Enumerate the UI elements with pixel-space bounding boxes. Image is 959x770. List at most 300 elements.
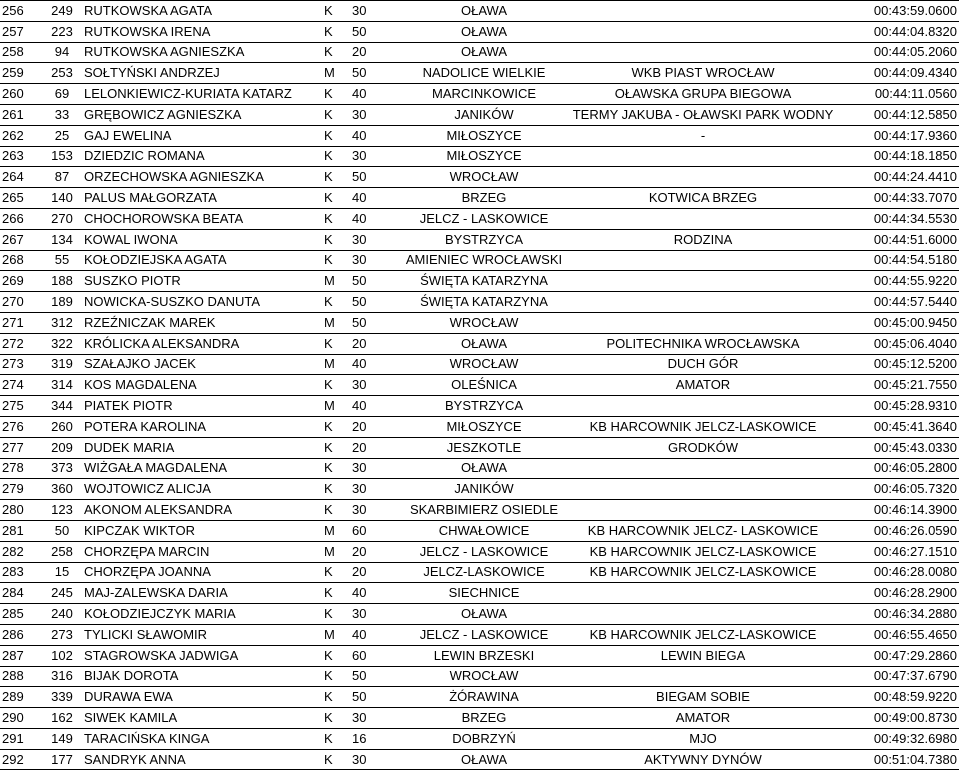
cell-age-category: 50 xyxy=(346,292,402,313)
cell-town: BYSTRZYCA xyxy=(402,396,566,417)
cell-town: MARCINKOWICE xyxy=(402,84,566,105)
table-row xyxy=(0,728,959,749)
cell-finish-time: 00:46:14.3900 xyxy=(840,500,959,521)
cell-bib-number: 270 xyxy=(42,208,82,229)
cell-town: OŁAWA xyxy=(402,21,566,42)
cell-finish-time: 00:44:57.5440 xyxy=(840,292,959,313)
cell-town: SIECHNICE xyxy=(402,583,566,604)
cell-age-category: 40 xyxy=(346,188,402,209)
cell-town: JESZKOTLE xyxy=(402,437,566,458)
cell-bib-number: 339 xyxy=(42,687,82,708)
cell-runner-name: KOŁODZIEJCZYK MARIA xyxy=(82,604,322,625)
cell-age-category: 30 xyxy=(346,500,402,521)
cell-place: 264 xyxy=(0,167,42,188)
cell-town: JANIKÓW xyxy=(402,479,566,500)
cell-town: OŁAWA xyxy=(402,749,566,770)
cell-club: POLITECHNIKA WROCŁAWSKA xyxy=(566,333,840,354)
cell-town: WROCŁAW xyxy=(402,354,566,375)
cell-sex: K xyxy=(322,583,346,604)
cell-club: AKTYWNY DYNÓW xyxy=(566,749,840,770)
cell-club: KB HARCOWNIK JELCZ-LASKOWICE xyxy=(566,562,840,583)
cell-runner-name: RUTKOWSKA AGATA xyxy=(82,1,322,22)
cell-club xyxy=(566,167,840,188)
cell-finish-time: 00:46:26.0590 xyxy=(840,520,959,541)
cell-club: KOTWICA BRZEG xyxy=(566,188,840,209)
cell-bib-number: 149 xyxy=(42,728,82,749)
cell-age-category: 30 xyxy=(346,749,402,770)
cell-age-category: 40 xyxy=(346,125,402,146)
cell-town: BRZEG xyxy=(402,708,566,729)
cell-bib-number: 153 xyxy=(42,146,82,167)
cell-runner-name: TYLICKI SŁAWOMIR xyxy=(82,624,322,645)
cell-town: ŻÓRAWINA xyxy=(402,687,566,708)
cell-finish-time: 00:44:54.5180 xyxy=(840,250,959,271)
cell-age-category: 30 xyxy=(346,250,402,271)
cell-finish-time: 00:44:18.1850 xyxy=(840,146,959,167)
cell-sex: K xyxy=(322,604,346,625)
cell-club: MJO xyxy=(566,728,840,749)
cell-town: JELCZ - LASKOWICE xyxy=(402,624,566,645)
table-row xyxy=(0,21,959,42)
cell-place: 272 xyxy=(0,333,42,354)
cell-place: 269 xyxy=(0,271,42,292)
cell-age-category: 30 xyxy=(346,604,402,625)
table-row xyxy=(0,375,959,396)
cell-runner-name: WIŻGAŁA MAGDALENA xyxy=(82,458,322,479)
cell-place: 259 xyxy=(0,63,42,84)
cell-finish-time: 00:49:32.6980 xyxy=(840,728,959,749)
table-row xyxy=(0,645,959,666)
table-row xyxy=(0,42,959,63)
cell-runner-name: SZAŁAJKO JACEK xyxy=(82,354,322,375)
cell-finish-time: 00:46:55.4650 xyxy=(840,624,959,645)
cell-bib-number: 322 xyxy=(42,333,82,354)
cell-bib-number: 189 xyxy=(42,292,82,313)
cell-place: 261 xyxy=(0,104,42,125)
cell-sex: K xyxy=(322,500,346,521)
cell-runner-name: PALUS MAŁGORZATA xyxy=(82,188,322,209)
cell-place: 276 xyxy=(0,416,42,437)
cell-bib-number: 360 xyxy=(42,479,82,500)
cell-town: BYSTRZYCA xyxy=(402,229,566,250)
table-row xyxy=(0,1,959,22)
table-row xyxy=(0,666,959,687)
cell-runner-name: GAJ EWELINA xyxy=(82,125,322,146)
cell-age-category: 20 xyxy=(346,437,402,458)
cell-sex: M xyxy=(322,271,346,292)
cell-runner-name: SUSZKO PIOTR xyxy=(82,271,322,292)
cell-club xyxy=(566,21,840,42)
cell-finish-time: 00:44:12.5850 xyxy=(840,104,959,125)
cell-sex: K xyxy=(322,125,346,146)
cell-age-category: 30 xyxy=(346,146,402,167)
cell-sex: K xyxy=(322,104,346,125)
cell-club: - xyxy=(566,125,840,146)
cell-sex: M xyxy=(322,541,346,562)
cell-bib-number: 209 xyxy=(42,437,82,458)
cell-club xyxy=(566,1,840,22)
cell-finish-time: 00:44:09.4340 xyxy=(840,63,959,84)
cell-sex: K xyxy=(322,687,346,708)
cell-bib-number: 373 xyxy=(42,458,82,479)
cell-runner-name: RUTKOWSKA IRENA xyxy=(82,21,322,42)
cell-town: JELCZ-LASKOWICE xyxy=(402,562,566,583)
table-row xyxy=(0,562,959,583)
cell-runner-name: POTERA KAROLINA xyxy=(82,416,322,437)
cell-age-category: 20 xyxy=(346,42,402,63)
cell-club xyxy=(566,250,840,271)
cell-bib-number: 245 xyxy=(42,583,82,604)
cell-club xyxy=(566,42,840,63)
cell-age-category: 50 xyxy=(346,63,402,84)
cell-place: 291 xyxy=(0,728,42,749)
cell-sex: K xyxy=(322,708,346,729)
cell-club: OŁAWSKA GRUPA BIEGOWA xyxy=(566,84,840,105)
table-row xyxy=(0,500,959,521)
cell-place: 263 xyxy=(0,146,42,167)
cell-age-category: 50 xyxy=(346,312,402,333)
cell-place: 274 xyxy=(0,375,42,396)
table-row xyxy=(0,541,959,562)
cell-place: 273 xyxy=(0,354,42,375)
cell-sex: K xyxy=(322,479,346,500)
cell-finish-time: 00:46:05.7320 xyxy=(840,479,959,500)
cell-town: CHWAŁOWICE xyxy=(402,520,566,541)
cell-age-category: 20 xyxy=(346,333,402,354)
cell-age-category: 60 xyxy=(346,520,402,541)
cell-age-category: 40 xyxy=(346,624,402,645)
cell-sex: K xyxy=(322,208,346,229)
cell-age-category: 16 xyxy=(346,728,402,749)
cell-bib-number: 319 xyxy=(42,354,82,375)
table-row xyxy=(0,312,959,333)
cell-age-category: 40 xyxy=(346,354,402,375)
table-row xyxy=(0,104,959,125)
cell-town: MIŁOSZYCE xyxy=(402,146,566,167)
cell-runner-name: KOŁODZIEJSKA AGATA xyxy=(82,250,322,271)
cell-place: 268 xyxy=(0,250,42,271)
cell-club: GRODKÓW xyxy=(566,437,840,458)
cell-bib-number: 134 xyxy=(42,229,82,250)
cell-sex: M xyxy=(322,396,346,417)
cell-age-category: 40 xyxy=(346,583,402,604)
cell-runner-name: KOWAL IWONA xyxy=(82,229,322,250)
cell-place: 260 xyxy=(0,84,42,105)
cell-place: 258 xyxy=(0,42,42,63)
table-row xyxy=(0,520,959,541)
table-row xyxy=(0,749,959,770)
cell-runner-name: SIWEK KAMILA xyxy=(82,708,322,729)
cell-club: KB HARCOWNIK JELCZ- LASKOWICE xyxy=(566,520,840,541)
cell-finish-time: 00:45:12.5200 xyxy=(840,354,959,375)
cell-finish-time: 00:45:00.9450 xyxy=(840,312,959,333)
cell-bib-number: 312 xyxy=(42,312,82,333)
cell-finish-time: 00:44:24.4410 xyxy=(840,167,959,188)
cell-age-category: 20 xyxy=(346,416,402,437)
cell-sex: K xyxy=(322,749,346,770)
cell-club xyxy=(566,604,840,625)
cell-town: AMIENIEC WROCŁAWSKI xyxy=(402,250,566,271)
table-row xyxy=(0,250,959,271)
cell-runner-name: STAGROWSKA JADWIGA xyxy=(82,645,322,666)
cell-finish-time: 00:46:28.2900 xyxy=(840,583,959,604)
cell-town: LEWIN BRZESKI xyxy=(402,645,566,666)
cell-place: 284 xyxy=(0,583,42,604)
table-row xyxy=(0,624,959,645)
cell-place: 286 xyxy=(0,624,42,645)
cell-age-category: 30 xyxy=(346,104,402,125)
table-row xyxy=(0,125,959,146)
cell-bib-number: 316 xyxy=(42,666,82,687)
cell-bib-number: 87 xyxy=(42,167,82,188)
cell-place: 285 xyxy=(0,604,42,625)
table-row xyxy=(0,416,959,437)
cell-runner-name: RZEŹNICZAK MAREK xyxy=(82,312,322,333)
cell-bib-number: 260 xyxy=(42,416,82,437)
cell-place: 283 xyxy=(0,562,42,583)
cell-town: JELCZ - LASKOWICE xyxy=(402,541,566,562)
cell-town: BRZEG xyxy=(402,188,566,209)
table-row xyxy=(0,292,959,313)
cell-club: WKB PIAST WROCŁAW xyxy=(566,63,840,84)
cell-bib-number: 94 xyxy=(42,42,82,63)
cell-town: WROCŁAW xyxy=(402,666,566,687)
table-row xyxy=(0,708,959,729)
cell-bib-number: 123 xyxy=(42,500,82,521)
cell-place: 275 xyxy=(0,396,42,417)
cell-town: OŁAWA xyxy=(402,42,566,63)
cell-age-category: 30 xyxy=(346,375,402,396)
cell-place: 290 xyxy=(0,708,42,729)
cell-sex: K xyxy=(322,146,346,167)
cell-bib-number: 69 xyxy=(42,84,82,105)
cell-sex: K xyxy=(322,437,346,458)
cell-finish-time: 00:44:11.0560 xyxy=(840,84,959,105)
cell-place: 282 xyxy=(0,541,42,562)
cell-club: AMATOR xyxy=(566,708,840,729)
cell-bib-number: 162 xyxy=(42,708,82,729)
cell-finish-time: 00:45:21.7550 xyxy=(840,375,959,396)
cell-runner-name: KIPCZAK WIKTOR xyxy=(82,520,322,541)
table-row xyxy=(0,583,959,604)
cell-bib-number: 258 xyxy=(42,541,82,562)
cell-age-category: 20 xyxy=(346,541,402,562)
cell-club: DUCH GÓR xyxy=(566,354,840,375)
table-row xyxy=(0,229,959,250)
cell-runner-name: KRÓLICKA ALEKSANDRA xyxy=(82,333,322,354)
cell-bib-number: 50 xyxy=(42,520,82,541)
cell-bib-number: 314 xyxy=(42,375,82,396)
cell-club xyxy=(566,500,840,521)
cell-finish-time: 00:51:04.7380 xyxy=(840,749,959,770)
table-row xyxy=(0,396,959,417)
cell-finish-time: 00:43:59.0600 xyxy=(840,1,959,22)
table-row xyxy=(0,604,959,625)
cell-club: AMATOR xyxy=(566,375,840,396)
cell-town: OŁAWA xyxy=(402,333,566,354)
cell-age-category: 30 xyxy=(346,708,402,729)
cell-sex: K xyxy=(322,562,346,583)
cell-town: SKARBIMIERZ OSIEDLE xyxy=(402,500,566,521)
cell-finish-time: 00:44:33.7070 xyxy=(840,188,959,209)
table-row xyxy=(0,146,959,167)
cell-finish-time: 00:45:41.3640 xyxy=(840,416,959,437)
cell-place: 266 xyxy=(0,208,42,229)
cell-runner-name: AKONOM ALEKSANDRA xyxy=(82,500,322,521)
cell-finish-time: 00:46:28.0080 xyxy=(840,562,959,583)
cell-age-category: 50 xyxy=(346,21,402,42)
table-row xyxy=(0,63,959,84)
cell-place: 279 xyxy=(0,479,42,500)
table-row xyxy=(0,208,959,229)
table-row xyxy=(0,84,959,105)
cell-town: WROCŁAW xyxy=(402,312,566,333)
cell-runner-name: PIATEK PIOTR xyxy=(82,396,322,417)
cell-town: MIŁOSZYCE xyxy=(402,416,566,437)
cell-place: 267 xyxy=(0,229,42,250)
cell-town: ŚWIĘTA KATARZYNA xyxy=(402,292,566,313)
cell-town: DOBRZYŃ xyxy=(402,728,566,749)
cell-club: KB HARCOWNIK JELCZ-LASKOWICE xyxy=(566,416,840,437)
cell-town: OLEŚNICA xyxy=(402,375,566,396)
cell-sex: K xyxy=(322,292,346,313)
cell-sex: K xyxy=(322,333,346,354)
cell-club xyxy=(566,146,840,167)
cell-club: LEWIN BIEGA xyxy=(566,645,840,666)
cell-club: TERMY JAKUBA - OŁAWSKI PARK WODNY xyxy=(566,104,840,125)
cell-runner-name: MAJ-ZALEWSKA DARIA xyxy=(82,583,322,604)
cell-finish-time: 00:45:28.9310 xyxy=(840,396,959,417)
table-row xyxy=(0,458,959,479)
cell-club xyxy=(566,292,840,313)
cell-bib-number: 273 xyxy=(42,624,82,645)
cell-runner-name: DURAWA EWA xyxy=(82,687,322,708)
cell-age-category: 30 xyxy=(346,479,402,500)
cell-club xyxy=(566,479,840,500)
cell-place: 256 xyxy=(0,1,42,22)
table-row xyxy=(0,354,959,375)
table-row xyxy=(0,333,959,354)
cell-age-category: 40 xyxy=(346,396,402,417)
cell-sex: K xyxy=(322,1,346,22)
cell-town: WROCŁAW xyxy=(402,167,566,188)
cell-finish-time: 00:44:05.2060 xyxy=(840,42,959,63)
cell-sex: K xyxy=(322,666,346,687)
cell-club: BIEGAM SOBIE xyxy=(566,687,840,708)
cell-runner-name: CHORZĘPA JOANNA xyxy=(82,562,322,583)
cell-finish-time: 00:46:34.2880 xyxy=(840,604,959,625)
cell-town: OŁAWA xyxy=(402,604,566,625)
cell-town: OŁAWA xyxy=(402,1,566,22)
cell-age-category: 40 xyxy=(346,208,402,229)
cell-sex: K xyxy=(322,84,346,105)
cell-runner-name: LELONKIEWICZ-KURIATA KATARZ xyxy=(82,84,322,105)
cell-age-category: 30 xyxy=(346,229,402,250)
cell-age-category: 20 xyxy=(346,562,402,583)
table-row xyxy=(0,479,959,500)
cell-finish-time: 00:49:00.8730 xyxy=(840,708,959,729)
cell-bib-number: 15 xyxy=(42,562,82,583)
cell-age-category: 50 xyxy=(346,271,402,292)
cell-club xyxy=(566,666,840,687)
cell-town: ŚWIĘTA KATARZYNA xyxy=(402,271,566,292)
cell-finish-time: 00:44:04.8320 xyxy=(840,21,959,42)
cell-place: 278 xyxy=(0,458,42,479)
cell-bib-number: 55 xyxy=(42,250,82,271)
cell-sex: K xyxy=(322,21,346,42)
cell-club xyxy=(566,312,840,333)
cell-finish-time: 00:47:29.2860 xyxy=(840,645,959,666)
cell-sex: K xyxy=(322,229,346,250)
cell-runner-name: CHOCHOROWSKA BEATA xyxy=(82,208,322,229)
table-row xyxy=(0,437,959,458)
cell-sex: M xyxy=(322,520,346,541)
cell-age-category: 30 xyxy=(346,1,402,22)
cell-runner-name: DZIEDZIC ROMANA xyxy=(82,146,322,167)
cell-age-category: 50 xyxy=(346,167,402,188)
cell-runner-name: GRĘBOWICZ AGNIESZKA xyxy=(82,104,322,125)
cell-age-category: 40 xyxy=(346,84,402,105)
cell-town: OŁAWA xyxy=(402,458,566,479)
cell-bib-number: 140 xyxy=(42,188,82,209)
cell-bib-number: 344 xyxy=(42,396,82,417)
cell-club xyxy=(566,583,840,604)
cell-runner-name: CHORZĘPA MARCIN xyxy=(82,541,322,562)
cell-finish-time: 00:47:37.6790 xyxy=(840,666,959,687)
cell-runner-name: ORZECHOWSKA AGNIESZKA xyxy=(82,167,322,188)
table-row xyxy=(0,687,959,708)
cell-bib-number: 249 xyxy=(42,1,82,22)
cell-club xyxy=(566,271,840,292)
cell-place: 287 xyxy=(0,645,42,666)
cell-runner-name: SOŁTYŃSKI ANDRZEJ xyxy=(82,63,322,84)
cell-finish-time: 00:44:17.9360 xyxy=(840,125,959,146)
cell-place: 277 xyxy=(0,437,42,458)
cell-runner-name: BIJAK DOROTA xyxy=(82,666,322,687)
cell-age-category: 60 xyxy=(346,645,402,666)
cell-sex: M xyxy=(322,354,346,375)
cell-sex: K xyxy=(322,728,346,749)
cell-place: 288 xyxy=(0,666,42,687)
cell-sex: K xyxy=(322,167,346,188)
cell-sex: K xyxy=(322,416,346,437)
cell-runner-name: DUDEK MARIA xyxy=(82,437,322,458)
cell-place: 292 xyxy=(0,749,42,770)
cell-place: 289 xyxy=(0,687,42,708)
cell-runner-name: WOJTOWICZ ALICJA xyxy=(82,479,322,500)
cell-place: 257 xyxy=(0,21,42,42)
cell-town: JANIKÓW xyxy=(402,104,566,125)
cell-finish-time: 00:45:06.4040 xyxy=(840,333,959,354)
cell-finish-time: 00:44:34.5530 xyxy=(840,208,959,229)
cell-sex: K xyxy=(322,250,346,271)
cell-finish-time: 00:46:05.2800 xyxy=(840,458,959,479)
cell-sex: K xyxy=(322,375,346,396)
cell-place: 270 xyxy=(0,292,42,313)
cell-sex: M xyxy=(322,312,346,333)
table-row xyxy=(0,271,959,292)
cell-finish-time: 00:46:27.1510 xyxy=(840,541,959,562)
cell-finish-time: 00:45:43.0330 xyxy=(840,437,959,458)
cell-age-category: 50 xyxy=(346,666,402,687)
cell-age-category: 30 xyxy=(346,458,402,479)
cell-club: KB HARCOWNIK JELCZ-LASKOWICE xyxy=(566,541,840,562)
cell-age-category: 50 xyxy=(346,687,402,708)
cell-bib-number: 25 xyxy=(42,125,82,146)
table-row xyxy=(0,167,959,188)
cell-bib-number: 240 xyxy=(42,604,82,625)
cell-sex: K xyxy=(322,645,346,666)
